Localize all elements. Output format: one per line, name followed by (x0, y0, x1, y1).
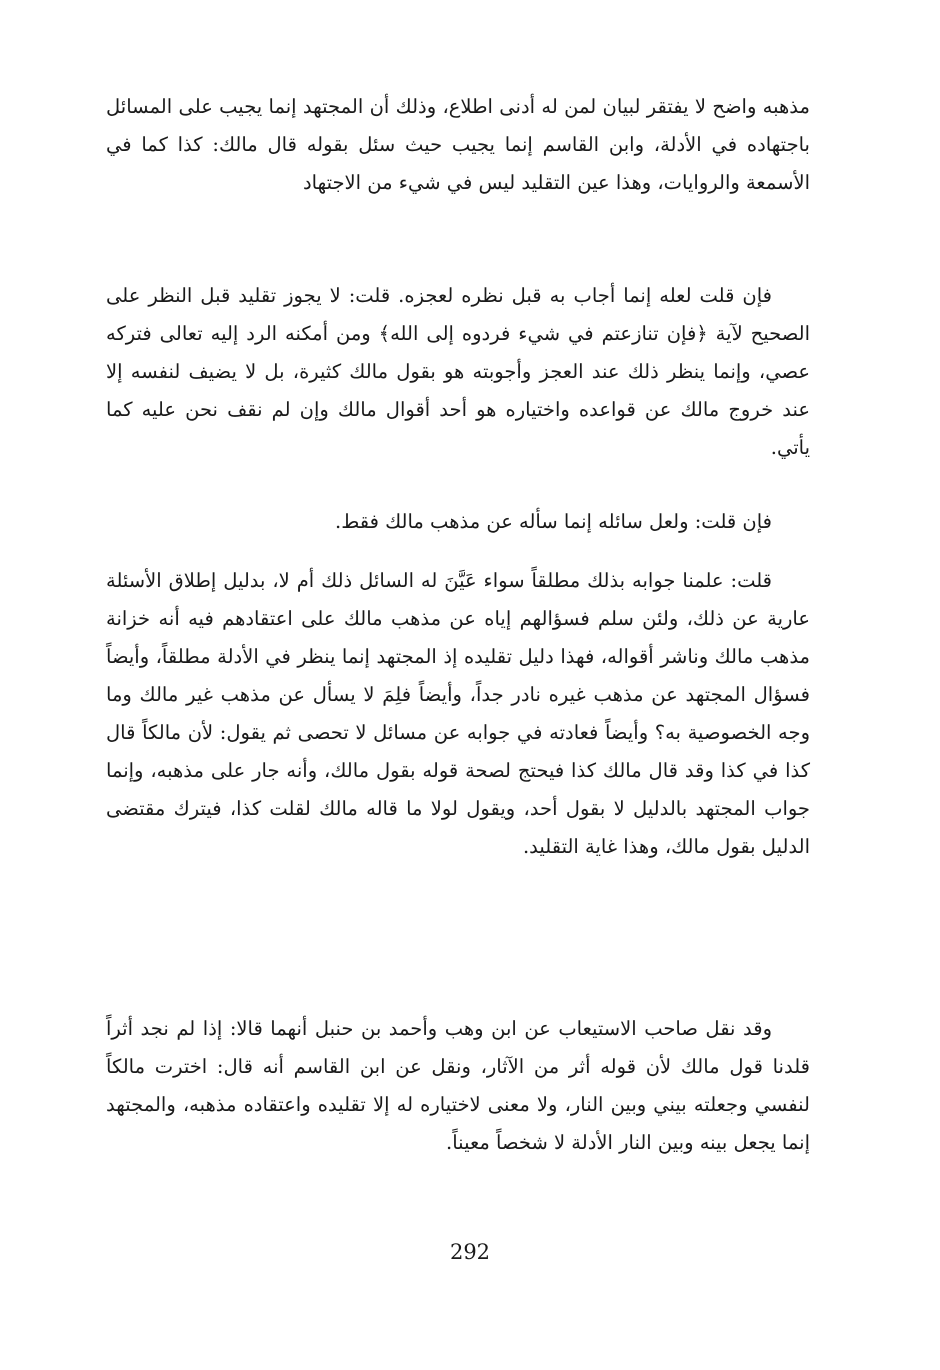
paragraph-1: مذهبه واضح لا يفتقر لبيان لمن له أدنى اطلاع، وذلك أن المجتهد إنما يجيب على المسائل باجتهاده في الأدلة، وابن القاسم إنما يجيب حيث سئل بقوله قال مالك: كذا كما في الأسمعة والروايات، وهذا عين التقليد ليس في شيء من الاجتهاد (106, 95, 810, 194)
paragraph-2: فإن قلت لعله إنما أجاب به قبل نظره لعجزه. قلت: لا يجوز تقليد قبل النظر على الصحيح لآية ﴿فإن تنازعتم في شيء فردوه إلى الله﴾ ومن أمكنه الرد إليه تعالى فتركه عصي، وإنما ينظر ذلك عند العجز وأجوبته هو بقول مالك كثيرة، بل لا يضيف لنفسه إلا عند خروج مالك عن قواعده واختياره هو أحد أقوال مالك وإن لم نقف نحن عليه كما يأتي. (106, 284, 810, 459)
page-number: 292 (449, 1240, 491, 1264)
paragraph-5: وقد نقل صاحب الاستيعاب عن ابن وهب وأحمد بن حنبل أنهما قالا: إذا لم نجد أثراً قلدنا قول مالك لأن قوله أثر من الآثار، ونقل عن ابن القاسم أنه قال: اخترت مالكاً لنفسي وجعلته بيني وبين النار، ولا معنى لاختياره له إلا تقليده واعتقاده مذهبه، والمجتهد إنما يجعل بينه وبين النار الأدلة لا شخصاً معيناً. (106, 1017, 810, 1154)
paragraph-3: فإن قلت: ولعل سائله إنما سأله عن مذهب مالك فقط. (335, 510, 772, 533)
paragraph-4: قلت: علمنا جوابه بذلك مطلقاً سواء عَيَّنَ له السائل ذلك أم لا، بدليل إطلاق الأسئلة عارية عن ذلك، ولئن سلم فسؤالهم إياه عن مذهب مالك على اعتقادهم فيه أنه خزانة مذهب مالك وناشر أقواله، فهذا دليل تقليده إذ المجتهد إنما ينظر في الأدلة مطلقاً، وأيضاً فسؤال المجتهد عن مذهب غيره نادر جداً، وأيضاً فلِمَ لا يسأل عن مذهب غير مالك وما وجه الخصوصية به؟ وأيضاً فعادته في جوابه عن مسائل لا تحصى ثم يقول: لأن مالكاً قال كذا في كذا وقد قال مالك كذا فيحتج لصحة قوله بقول مالك، وأنه جار على مذهبه، وإنما جواب المجتهد بالدليل لا بقول أحد، ويقول لولا ما قاله مالك لقلت كذا، فيترك مقتضى الدليل بقول مالك، وهذا غاية التقليد. (106, 569, 810, 858)
